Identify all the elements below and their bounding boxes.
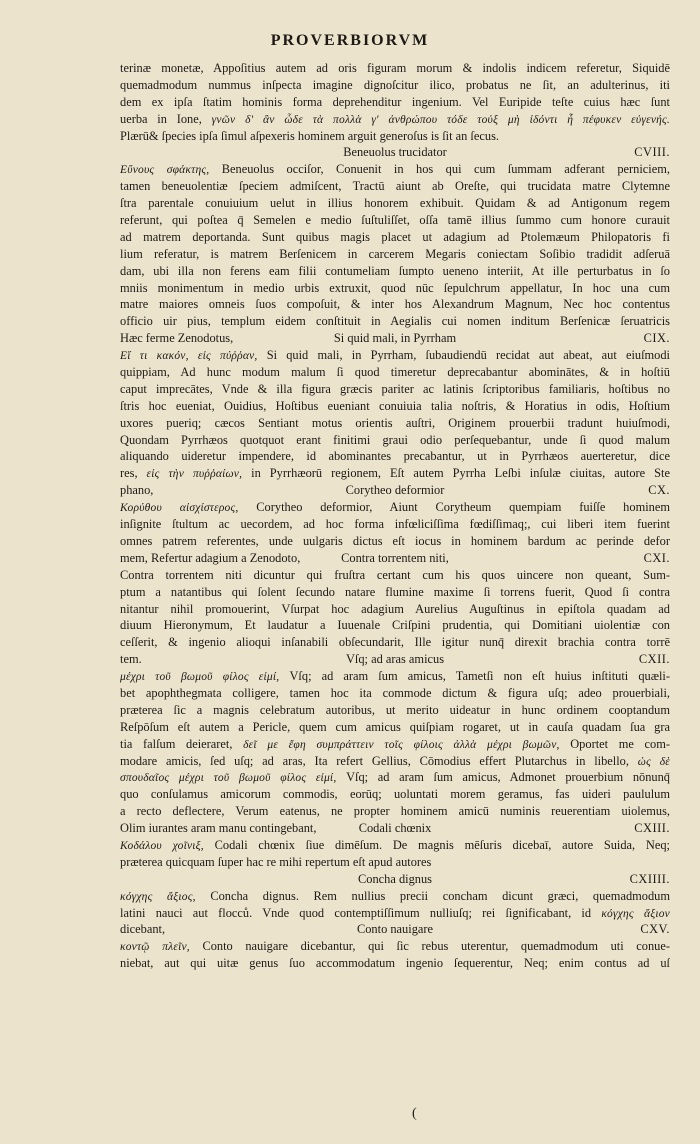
latin-text: Quondam Pyrrhæos quotquot erant finitimi graui odio perſequebantur, unde ſi quod malum [120,432,670,447]
adage-number: CXIIII. [629,871,670,886]
text-line [120,803,670,820]
text-line [120,753,670,770]
adage-title: Beneuolus trucidator [343,145,447,160]
latin-text: quippiam, Ad hunc modum malum ſi quod timeretur deprecabantur abominātes, & in hoſtiū [120,365,670,380]
latin-text: Reſpōſum eſt autem a Pericle, quem cum amicus quiſpiam rogaret, ut in cauſa quadam ſua gra [120,719,670,734]
adage-heading [120,820,670,837]
latin-text: terinæ monetæ, Appoſitius autem ad oris figuram morum & indolis indicem referetur, Siquidē [120,61,670,75]
latin-text: Contra torrentem niti dicuntur qui fruſtra certant cum his quos uincere non queant, Sum- [120,567,670,582]
latin-text: Vſq; ad aram ſum amicus, Tametſi non eſt huius inſtituti quæli- [289,669,670,684]
latin-text: latini nauci aut flocců. Vnde quod contemptiſſimum nulliuſq; rei ſignificabant, id [120,905,592,920]
text-line [120,533,670,550]
text-line [120,347,670,364]
text-line [120,685,670,702]
latin-text: ptum a natantibus qui ſolent ſecundo natare flumine maxime ſi torrens fuerit, Quod ſi contra [120,584,670,599]
heading-lead-text: Hæc ferme Zenodotus, [120,331,234,346]
text-line [120,888,670,905]
latin-text: ad matrem deportanda. Sunt quibus magis placet ut adagium ad Ptolemæum Philopatoris fi [120,229,670,244]
latin-text: Vſq; ad aram ſum amicus, Admonet prouerbium nōnunq̄ [346,770,670,785]
adage-title: Concha dignus [358,871,432,886]
text-line [120,769,670,786]
latin-text: præterea ſic a magnis celebratum autoribus, ut merito uideatur in hunc ordinem cooptandum [120,702,670,717]
adage-number: CXI. [643,550,670,565]
latin-text: modare amicis, ſed uſq; ad aras, Ita refert Gellius, Cōmodius effert Plutarchus in libello, [120,753,629,768]
latin-text: ceſſerit, & ingenio alioqui inſanabili obſecundarit, Ille igitur nunq̄ direxit brachia contra torrē [120,635,670,650]
latin-text: quo conſulamus amicorum commodis, eorūq; uoluntati morem geramus, fas uideri paululum [120,787,670,802]
text-line [120,212,670,229]
latin-text: Si quid mali, in Pyrrham, ſubaudiendū recidat aut abeat, aut eiuſmodi [266,348,670,363]
latin-text: Oportet me com- [570,736,670,751]
text-line [120,364,670,381]
latin-text: ſtris hoc eueniat, Ouidius, Hoſtibus eueniant conuiuia talia noſtris, & Horatius in odis, Hoſtium [120,398,670,413]
latin-text: in Pyrrhæorū regionem, Eſt autem Pyrrha Leſbi inſulæ ciuitas, autore Ste [251,466,670,481]
latin-text: Plærū& ſpecies ipſa ſimul aſpexeris hominem arguit generoſus is ſit an ſecus. [120,128,499,143]
latin-text: officio uir pius, templum eidem conſtituit in Aegialis cui nomen inditum Berſenicæ ſeruatricis [120,314,670,329]
adage-title: Conto nauigare [356,922,434,937]
text-line [120,465,670,482]
adage-heading [120,921,670,938]
heading-lead-text: mem, Refertur adagium a Zenodoto, [120,550,301,565]
text-block [120,60,670,972]
heading-lead-text: tem. [120,652,142,667]
greek-text: Κοδάλου χοῖνιξ, [120,839,204,852]
latin-text: inſignite ſtultum ac uecordem, ad hoc forma infœliciſſima fœdiſſimaq;, cui liberi item fuerint [120,517,670,532]
text-line [120,516,670,533]
heading-lead-text: phano, [120,483,154,498]
greek-text: κόγχης ἄξιος, [120,890,196,903]
text-line [120,60,670,77]
text-line [120,786,670,803]
text-line [120,398,670,415]
text-line [120,736,670,753]
text-line [120,448,670,465]
text-line [120,94,670,111]
greek-text: Εὔνους σφάκτης, [120,164,210,177]
latin-text: lium referatur, is matrem Berſenicem in carcerem Megaris coniectam Soſibio tradidit adſeruā [120,246,670,261]
latin-text: quemadmodum nummus inſpecta imagine dignoſcitur ilico, probatus ne ſit, an adulterinus, iti [120,77,670,92]
adage-title: Codali chœnix [358,821,432,836]
text-line [120,229,670,246]
text-line [120,601,670,618]
text-line [120,415,670,432]
latin-text: tamen beneuolentiæ ſpeciem admiſcent, Tractū aiunt ab Oreſte, qui trucidata matre Clytemne [120,179,670,194]
adage-number: CVIII. [634,145,670,160]
latin-text: bet apophthegmata colligere, tamen hoc ita commode dictum & figura uſq; adeo prouerbiali, [120,685,670,700]
adage-title: Corytheo deformior [345,483,445,498]
adage-heading [120,550,670,567]
latin-text: diuum Hieronymum, Et laudatur a Iuuenale Criſpini prudentia, qui Domitiani uiolentiæ con [120,618,670,633]
text-line [120,634,670,651]
greek-text: μέχρι τοῦ βωμοῦ φίλος εἰμί, [120,671,280,684]
text-line [120,567,670,584]
text-line [120,111,670,128]
latin-text: Conto nauigare dicebantur, qui ſic rebus uterentur, quemadmodum uti conue- [202,939,670,954]
text-line [120,178,670,195]
latin-text: uxores pueriq; cæcos Sentiant motus orientis auſtri, Originem prouerbii tradunt huiuſmodi, [120,415,670,430]
latin-text: dem ex ipſa ſtatim hominis forma deprehenditur ingenium. Vel Euripide teſte cuius hæc ſunt [120,94,670,109]
latin-text: Beneuolus occiſor, Conuenit in hos qui cum ſummam adferant perniciem, [221,162,670,177]
adage-title: Vſq; ad aras amicus [345,652,445,667]
latin-text: Codali chœnix ſiue dimēſum. De magnis mēſuris dicebaī, autore Suida, Neq; [214,837,670,852]
text-line [120,837,670,854]
greek-text: Κορύθου αἰσχίστερος, [120,502,239,515]
greek-text: γνῶν δ' ἂν ὧδε τὰ πολλὰ γ' ἀνθρώπου τόδε τοὐξ μὴ ἰδόντι ἦ πέφυκεν εὐγενής. [211,113,670,126]
text-line [120,280,670,297]
text-line [120,195,670,212]
latin-text: aliquando uideretur impendere, id abominantes precabantur, ut in Pyrrhæos auerteretur, dice [120,449,670,464]
adage-title: Si quid mali, in Pyrrham [333,331,457,346]
greek-text: Εἴ τι κακόν, εἰς πύῤῥαν, [120,350,258,363]
latin-text: tia falſum deieraret, [120,736,233,751]
latin-text: a recto deflectere, Verum eatenus, ne propter hominem amicū numinis reuerentiam uiolemus, [120,804,670,819]
latin-text: præterea quicquam ſuper hac re mihi repertum eſt apud autores [120,854,432,869]
text-line [120,668,670,685]
adage-heading [120,651,670,668]
text-line [120,77,670,94]
adage-heading [120,144,670,161]
text-line [120,719,670,736]
text-line [120,702,670,719]
heading-lead-text: Olim iurantes aram manu contingebant, [120,821,317,836]
adage-number: CXV. [640,922,670,937]
greek-text: εἰς τὴν πυῤῥαίων, [146,468,243,481]
heading-lead-text: dicebant, [120,922,166,937]
latin-text: mniis monimentum in medio urbis extruxit, quod nūc ſepulchrum appellatur, In hoc una cum [120,280,670,295]
adage-number: CX. [648,483,670,498]
text-line [120,617,670,634]
text-line [120,381,670,398]
text-line [120,854,670,871]
page-mark: ( [412,1106,417,1121]
latin-text: uerba in Ione, [120,111,202,126]
text-line [120,432,670,449]
text-line [120,128,670,145]
adage-number: CXIII. [634,821,670,836]
latin-text: niebat, aut qui uitæ genus ſuo accommodatum ingenio ſequerentur, Neq; enim contus ad uſ [120,956,670,971]
latin-text: nitantur nihil promouerint, Vſurpat hoc adagium Aurelius Auguſtinus in epiſtola quadam ad [120,601,670,616]
text-line [120,584,670,601]
text-line [120,938,670,955]
latin-text: caput imprecātes, Vnde & illa figura græcis pariter ac latinis ſcriptoribus familiaris, hoſtibus no [120,381,670,396]
greek-text: ὡς δὲ [637,755,670,768]
latin-text: referunt, qui poſtea q̄ Semelen e medio ſuſtuliſſet, oſſa tamē illius ſummo cum honore curauit [120,213,670,228]
latin-text: omnes patrem referentes, unde uulgaris dictus eſt iocus in hominem bardum ac perinde defor [120,533,670,548]
adage-number: CIX. [643,331,670,346]
greek-text: κοντῷ πλεῖν, [120,941,190,954]
latin-text: dam, ubi illa non ferens eam filii contumeliam ſumpto ueneno interiit, At ille perturbatus in ſo [120,263,670,278]
adage-title: Contra torrentem niti, [341,550,449,565]
greek-text: σπουδαῖος μέχρι τοῦ βωμοῦ φίλος εἰμί, [120,772,337,785]
text-line [120,313,670,330]
latin-text: res, [120,466,138,481]
latin-text: Concha dignus. Rem nullius precii concham dicunt græci, quemadmodum [210,888,670,903]
adage-heading [120,871,670,888]
latin-text: Corytheo deformior, Aiunt Corytheum quempiam fuiſſe hominem [256,500,670,515]
text-line [120,246,670,263]
greek-text: κόγχης ἄξιον [601,907,670,920]
text-line [120,955,670,972]
text-line [120,263,670,280]
latin-text: ſtra parentale conuiuium uelut in illius honorem exhibuit. Quidam & ad Antigonum regem [120,196,670,211]
running-head: PROVERBIORVM [270,32,430,49]
adage-heading [120,482,670,499]
adage-heading [120,330,670,347]
latin-text: matre maiores omneis ſuos compoſuit, & inter hos Alexandrum Magnum, Nec hoc contentus [120,297,670,312]
greek-text: δεῖ με ἔφη συμπράττειν τοῖς φίλοις ἀλλὰ μέχρι βωμῶν, [243,738,560,751]
text-line [120,499,670,516]
adage-number: CXII. [638,652,670,667]
text-line [120,905,670,922]
text-line [120,161,670,178]
text-line [120,296,670,313]
